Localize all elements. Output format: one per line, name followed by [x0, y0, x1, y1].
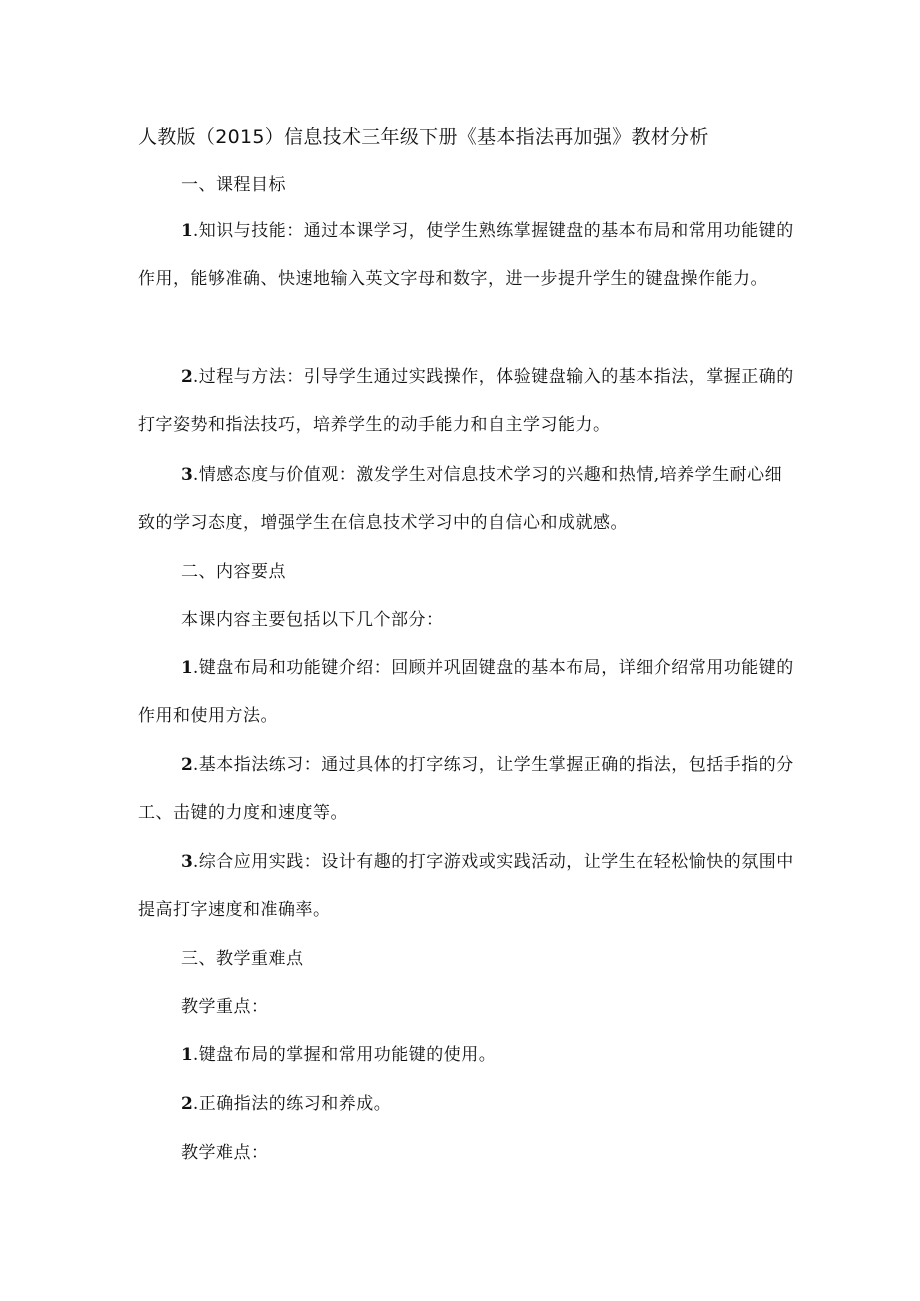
goal-item-1	[138, 207, 798, 303]
item-number: 1	[181, 1045, 193, 1065]
section-heading-content: 二、内容要点	[181, 562, 286, 582]
content-item-3	[138, 838, 798, 934]
item-number: 2	[181, 1094, 193, 1114]
item-text: .键盘布局的掌握和常用功能键的使用。	[192, 1045, 497, 1065]
item-text: .综合应用实践：设计有趣的打字游戏或实践活动，让学生在轻松愉快的氛围中提高打字速度和准确率。	[138, 852, 794, 920]
document-title: 人教版（2015）信息技术三年级下册《基本指法再加强》教材分析	[138, 126, 709, 148]
key-point-item-2	[138, 1080, 798, 1128]
item-text: .正确指法的练习和养成。	[192, 1094, 392, 1114]
item-number: 2	[181, 755, 193, 775]
content-intro: 本课内容主要包括以下几个部分：	[181, 610, 444, 630]
item-number: 1	[181, 658, 193, 678]
item-text: .过程与方法：引导学生通过实践操作，体验键盘输入的基本指法，掌握正确的打字姿势和指法技巧，培养学生的动手能力和自主学习能力。	[138, 367, 794, 435]
goal-item-2	[138, 353, 798, 449]
difficulty-label: 教学难点：	[181, 1143, 269, 1163]
item-text: .情感态度与价值观：激发学生对信息技术学习的兴趣和热情,培养学生耐心细致的学习态度，增强学生在信息技术学习中的自信心和成就感。	[138, 465, 783, 533]
content-item-2	[138, 741, 798, 837]
section-heading-goals: 一、课程目标	[181, 175, 286, 195]
item-number: 1	[181, 221, 193, 241]
item-text: .知识与技能：通过本课学习，使学生熟练掌握键盘的基本布局和常用功能键的作用，能够准确、快速地输入英文字母和数字，进一步提升学生的键盘操作能力。	[138, 221, 794, 289]
item-number: 3	[181, 465, 193, 485]
item-number: 3	[181, 852, 193, 872]
item-text: .键盘布局和功能键介绍：回顾并巩固键盘的基本布局，详细介绍常用功能键的作用和使用方法。	[138, 658, 794, 726]
key-point-item-1	[138, 1031, 798, 1079]
section-heading-keypoints: 三、教学重难点	[181, 949, 304, 969]
goal-item-3	[138, 451, 798, 547]
content-item-1	[138, 644, 798, 740]
item-number: 2	[181, 367, 193, 387]
item-text: .基本指法练习：通过具体的打字练习，让学生掌握正确的指法，包括手指的分工、击键的力度和速度等。	[138, 755, 794, 823]
key-points-label: 教学重点：	[181, 997, 269, 1017]
